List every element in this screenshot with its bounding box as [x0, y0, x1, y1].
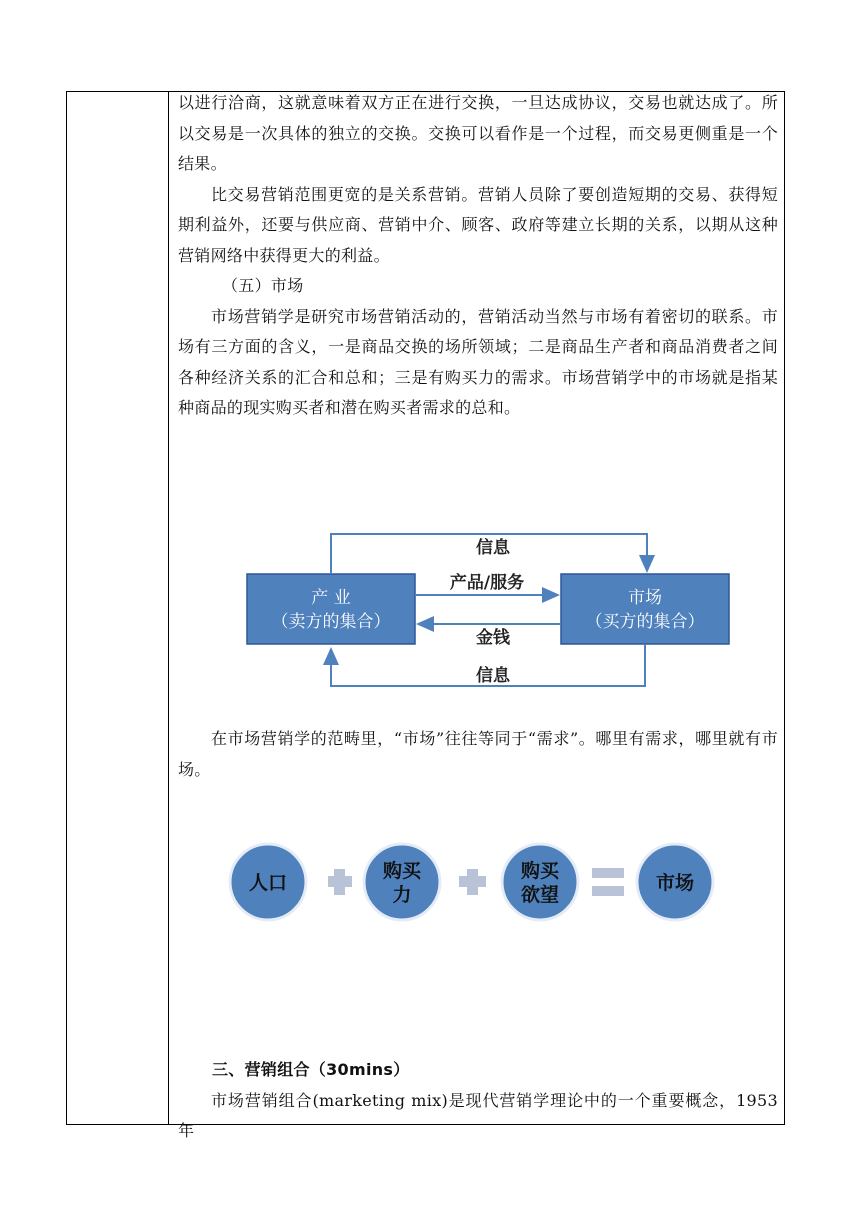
plus-icon: [328, 869, 352, 895]
seller-box-title: 产 业: [311, 588, 351, 608]
circle-population-label: 人口: [248, 872, 288, 894]
buyer-box-subtitle: （买方的集合）: [585, 612, 705, 632]
info-label-bottom: 信息: [476, 666, 510, 686]
circle-purchase-desire-label-2: 欲望: [520, 884, 560, 906]
circle-purchase-desire: [502, 844, 578, 920]
product-label: 产品/服务: [449, 573, 525, 593]
circle-purchasing-power-label-1: 购买: [382, 860, 422, 882]
plus-icon: [459, 869, 486, 895]
circle-purchasing-power: [364, 844, 440, 920]
paragraph-relationship-marketing: 比交易营销范围更宽的是关系营销。营销人员除了要创造短期的交易、获得短期利益外，还要与供应商、营销中介、顾客、政府等建立长期的关系，以期从这种营销网络中获得更大的利益。: [178, 184, 778, 265]
money-label: 金钱: [476, 628, 510, 648]
section-heading-market: （五）市场: [222, 276, 304, 295]
document-body-section3: [178, 1055, 778, 1147]
seller-box-subtitle: （卖方的集合）: [271, 612, 391, 632]
equals-icon: [592, 868, 624, 896]
paragraph-transaction: 以进行洽商，这就意味着双方正在进行交换，一旦达成协议，交易也就达成了。所以交易是一次具体的独立的交换。交换可以看作是一个过程，而交易更侧重是一个结果。: [178, 93, 778, 173]
paragraph-marketing-mix: 市场营销组合(marketing mix)是现代营销学理论中的一个重要概念，1953 年: [178, 1090, 778, 1140]
circle-purchasing-power-label-2: 力: [392, 884, 412, 906]
circle-market-label: 市场: [655, 872, 695, 894]
buyer-box-title: 市场: [628, 588, 662, 608]
paragraph-market-definition: 市场营销学是研究市场营销活动的，营销活动当然与市场有着密切的联系。市场有三方面的含义，一是商品交换的场所领域；二是商品生产者和商品消费者之间各种经济关系的汇合和总和；三是有购买力的需求。市场营销学中的市场就是指某种商品的现实购买者和潜在购买者需求的总和。: [178, 306, 778, 417]
section-heading-marketing-mix: 三、营销组合（30mins）: [212, 1060, 410, 1079]
paragraph-market-demand: 在市场营销学的范畴里，“市场”往往等同于“需求”。哪里有需求，哪里就有市场。: [178, 729, 778, 779]
info-label-top: 信息: [476, 538, 510, 558]
circle-purchase-desire-label-1: 购买: [520, 860, 560, 882]
